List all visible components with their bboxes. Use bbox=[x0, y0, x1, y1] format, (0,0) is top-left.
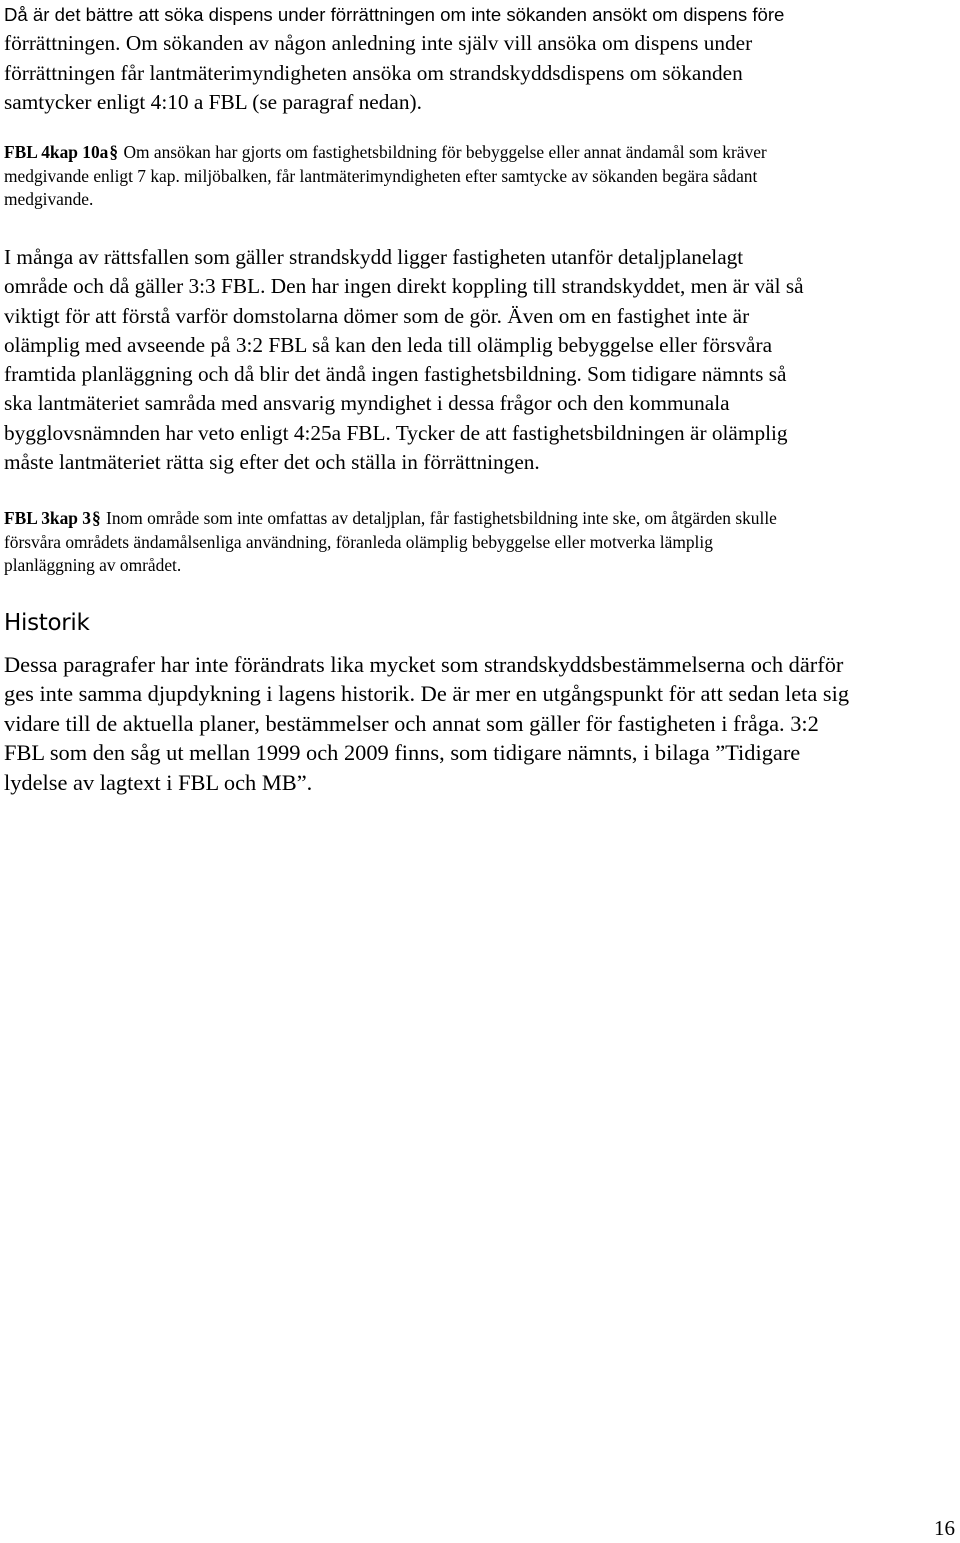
paragraph-line: framtida planläggning och då blir det ändå ingen fastighetsbildning. Som tidigare nämnts så bbox=[4, 362, 787, 387]
law-reference: FBL 3kap 3 bbox=[4, 508, 91, 528]
quote-line bbox=[4, 141, 767, 165]
paragraph-line: FBL som den såg ut mellan 1999 och 2009 finns, som tidigare nämnts, i bilaga ”Tidigare bbox=[4, 740, 801, 766]
paragraph-line: ska lantmäteriet samråda med ansvarig myndighet i dessa frågor och den kommunala bbox=[4, 391, 730, 416]
quote-line: försvåra områdets ändamålsenliga användning, föranleda olämplig bebyggelse eller motverka lämplig bbox=[4, 531, 713, 552]
paragraph-cases bbox=[4, 243, 804, 477]
law-reference: FBL 4kap 10a bbox=[4, 142, 109, 162]
section-sign-icon: § bbox=[109, 142, 119, 162]
section-heading: Historik bbox=[4, 610, 90, 636]
paragraph-line: förrättningen. Om sökanden av någon anledning inte själv vill ansöka om dispens under bbox=[4, 31, 753, 56]
quote-line: medgivande enligt 7 kap. miljöbalken, får lantmäterimyndigheten efter samtycke av sökanden begära sådant bbox=[4, 165, 758, 186]
paragraph-line: ges inte samma djupdykning i lagens historik. De är mer en utgångspunkt för att sedan leta sig bbox=[4, 681, 850, 707]
paragraph-intro bbox=[4, 0, 784, 118]
paragraph-line: bygglovsnämnden har veto enligt 4:25a FBL. Tycker de att fastighetsbildningen är olämplig bbox=[4, 420, 788, 445]
law-quote-4kap-10a bbox=[4, 141, 767, 212]
paragraph-line: måste lantmäteriet rätta sig efter det och ställa in förrättningen. bbox=[4, 450, 540, 475]
law-quote-3kap-3 bbox=[4, 507, 777, 578]
section-sign-icon: § bbox=[92, 508, 101, 528]
paragraph-line: förrättningen får lantmäterimyndigheten ansöka om strandskyddsdispens om sökanden bbox=[4, 60, 743, 85]
paragraph-line: lydelse av lagtext i FBL och MB”. bbox=[4, 769, 313, 795]
paragraph-line: Då är det bättre att söka dispens under förrättningen om inte sökanden ansökt om dispens före bbox=[4, 4, 785, 25]
quote-text: Om ansökan har gjorts om fastighetsbildning för bebyggelse eller annat ändamål som kräver bbox=[119, 142, 767, 162]
paragraph-line: vidare till de aktuella planer, bestämmelser och annat som gäller för fastigheten i fråga. 3:2 bbox=[4, 710, 819, 736]
quote-text: Inom område som inte omfattas av detaljplan, får fastighetsbildning inte ske, om åtgärden skulle bbox=[101, 508, 777, 528]
paragraph-line: samtycker enligt 4:10 a FBL (se paragraf nedan). bbox=[4, 90, 422, 115]
paragraph-line: I många av rättsfallen som gäller strandskydd ligger fastigheten utanför detaljplanelagt bbox=[4, 245, 744, 269]
quote-line bbox=[4, 507, 777, 531]
paragraph-line: Dessa paragrafer har inte förändrats lika mycket som strandskyddsbestämmelserna och därför bbox=[4, 652, 844, 677]
paragraph-line: område och då gäller 3:3 FBL. Den har ingen direkt koppling till strandskyddet, men är väl så bbox=[4, 274, 804, 299]
page-number: 16 bbox=[934, 1516, 955, 1540]
paragraph-line: viktigt för att förstå varför domstolarna dömer som de gör. Även om en fastighet inte är bbox=[4, 303, 750, 328]
quote-line: planläggning av området. bbox=[4, 555, 182, 575]
paragraph-line: olämplig med avseende på 3:2 FBL så kan den leda till olämplig bebyggelse eller försvåra bbox=[4, 332, 773, 357]
paragraph-history bbox=[4, 650, 849, 797]
quote-line: medgivande. bbox=[4, 189, 94, 209]
